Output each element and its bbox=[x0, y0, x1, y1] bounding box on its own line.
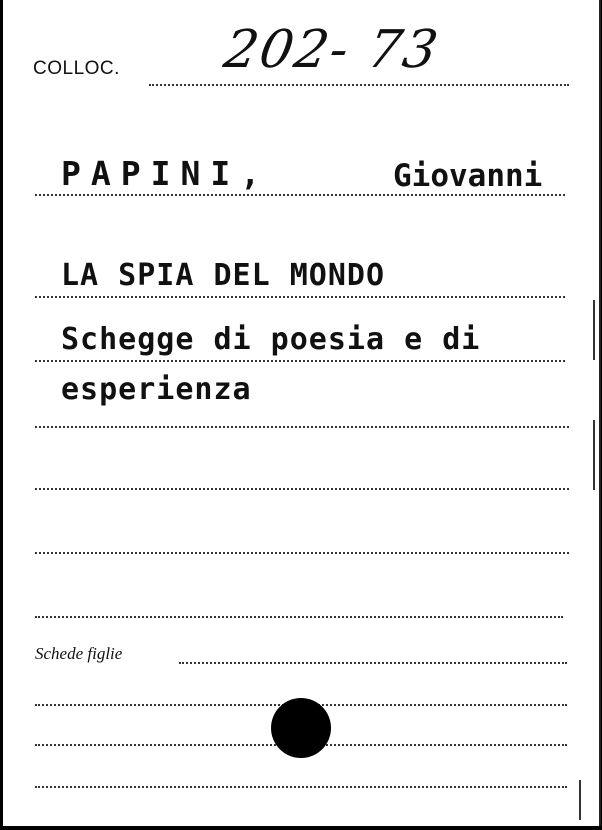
subtitle-line-1-rule bbox=[35, 360, 565, 362]
book-title: LA SPIA DEL MONDO bbox=[61, 258, 386, 293]
colloc-line bbox=[149, 84, 569, 86]
rule-4 bbox=[35, 616, 563, 618]
schede-line bbox=[179, 662, 567, 664]
subtitle-line-2: esperienza bbox=[61, 372, 252, 407]
catalog-card bbox=[3, 0, 601, 826]
schede-figlie-label: Schede figlie bbox=[35, 644, 123, 663]
colloc-label: COLLOC. bbox=[33, 58, 120, 79]
edge-mark bbox=[593, 420, 595, 490]
punch-hole bbox=[271, 698, 331, 758]
rule-3 bbox=[35, 552, 569, 554]
rule-1 bbox=[35, 426, 569, 428]
rule-7 bbox=[35, 786, 567, 788]
title-line bbox=[35, 296, 565, 298]
edge-mark bbox=[593, 300, 595, 360]
edge-mark bbox=[579, 780, 581, 820]
shelfmark: 202- 73 bbox=[219, 20, 444, 80]
author-line bbox=[35, 194, 565, 196]
author-surname: PAPINI, bbox=[61, 154, 271, 193]
author-given-name: Giovanni bbox=[393, 158, 543, 194]
rule-2 bbox=[35, 488, 569, 490]
subtitle-line-1: Schegge di poesia e di bbox=[61, 322, 481, 357]
